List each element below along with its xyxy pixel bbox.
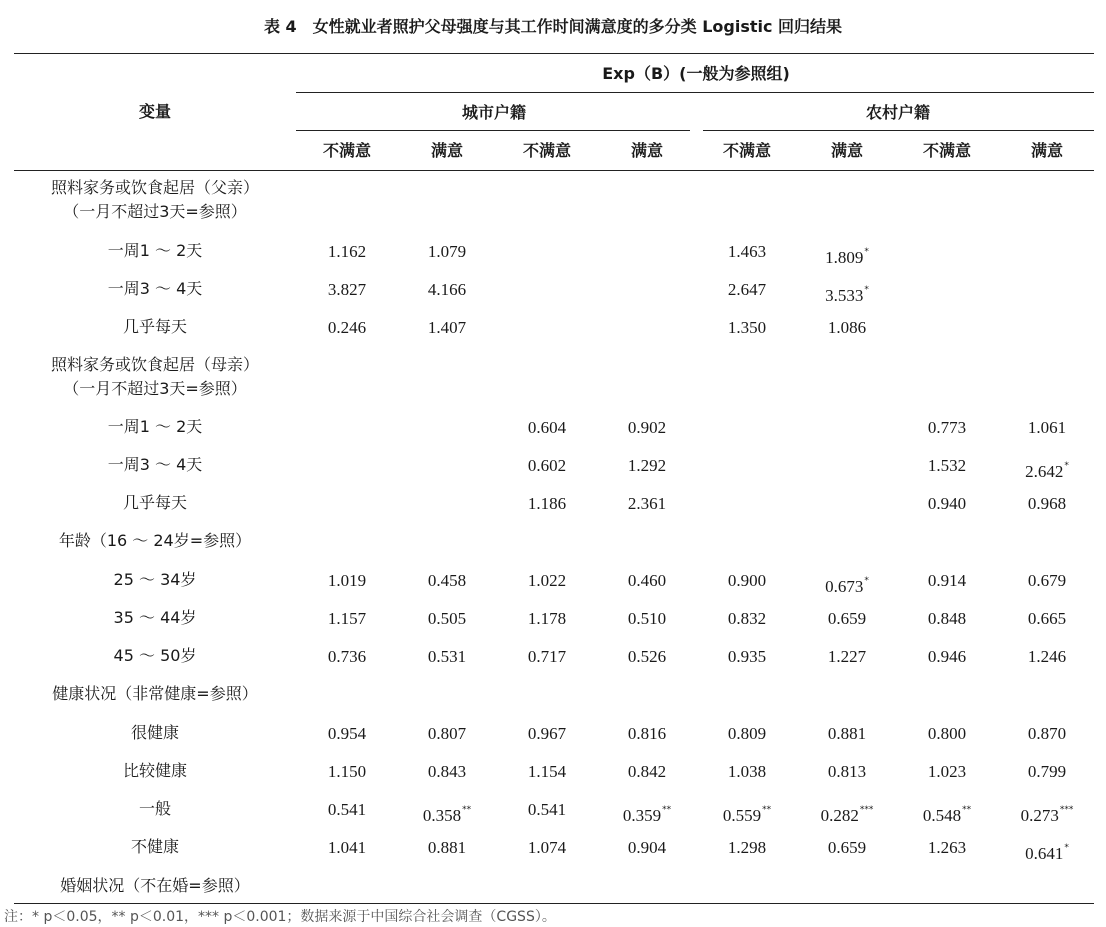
table-cell — [897, 456, 997, 476]
cell-value: 0.246 — [327, 318, 367, 337]
table-cell — [397, 647, 497, 667]
table-cell — [697, 280, 797, 300]
table-cell — [997, 609, 1097, 629]
cell-value: 1.154 — [527, 762, 567, 781]
row-label: 一周1 ～ 2天 — [107, 241, 203, 260]
cell-value: 0.881 — [427, 838, 467, 857]
table-cell — [297, 838, 397, 858]
group-label: 照料家务或饮食起居（父亲） — [50, 178, 259, 197]
cell-value: 0.717 — [527, 647, 567, 666]
table-cell — [497, 456, 597, 476]
table-cell — [797, 318, 897, 338]
group-label: （一月不超过3天=参照） — [63, 202, 247, 221]
cell-value: 0.531 — [427, 647, 467, 666]
cell-value: 0.510 — [627, 609, 667, 628]
significance-mark: * — [864, 576, 869, 586]
significance-mark: ** — [962, 805, 972, 815]
table-cell — [697, 571, 797, 591]
top-rule — [14, 53, 1094, 54]
table-cell — [497, 418, 597, 438]
table-cell — [297, 724, 397, 744]
cell-value: 1.246 — [1027, 647, 1067, 666]
table-cell — [597, 647, 697, 667]
cell-value: 4.166 — [427, 280, 467, 299]
cell-value: 0.548 — [922, 806, 962, 825]
table-cell — [597, 838, 697, 858]
cell-value: 0.807 — [427, 724, 467, 743]
cell-value: 1.186 — [527, 494, 567, 513]
table-cell — [897, 800, 997, 826]
table-cell — [397, 762, 497, 782]
row-label: 一周3 ～ 4天 — [107, 455, 203, 474]
row-label: 25 ～ 34岁 — [113, 570, 197, 589]
cell-value: 0.505 — [427, 609, 467, 628]
table-cell — [597, 418, 697, 438]
table-cell — [397, 571, 497, 591]
table-cell — [297, 762, 397, 782]
cell-value: 0.641 — [1025, 844, 1064, 863]
cell-value: 1.023 — [927, 762, 967, 781]
table-cell — [997, 456, 1097, 482]
cell-value: 1.041 — [327, 838, 367, 857]
cell-value: 0.773 — [927, 418, 967, 437]
table-cell — [497, 571, 597, 591]
column-header: 满意 — [430, 141, 463, 160]
exp-header: Exp（B）(一般为参照组) — [602, 64, 790, 83]
cell-value: 0.679 — [1027, 571, 1067, 590]
cell-value: 0.904 — [627, 838, 667, 857]
table-cell — [697, 318, 797, 338]
cell-value: 0.870 — [1027, 724, 1067, 743]
cell-value: 1.019 — [327, 571, 367, 590]
cell-value: 0.816 — [627, 724, 667, 743]
table-cell — [797, 242, 897, 268]
column-header: 不满意 — [322, 141, 371, 160]
cell-value: 0.848 — [927, 609, 967, 628]
cell-value: 3.533 — [825, 286, 864, 305]
table-cell — [797, 609, 897, 629]
cell-value: 0.602 — [527, 456, 567, 475]
cell-value: 3.827 — [327, 280, 367, 299]
table-cell — [897, 762, 997, 782]
footnote: 注：* p＜0.05，** p＜0.01，*** p＜0.001；数据来源于中国综合社会调查（CGSS）。 — [4, 909, 556, 925]
table-cell — [497, 838, 597, 858]
table-cell — [997, 800, 1097, 826]
cell-value: 2.647 — [727, 280, 767, 299]
cell-value: 2.642 — [1025, 462, 1064, 481]
column-header: 不满意 — [722, 141, 771, 160]
cell-value: 1.809 — [825, 248, 864, 267]
table-cell — [297, 609, 397, 629]
significance-mark: ** — [762, 805, 772, 815]
table-cell — [897, 647, 997, 667]
table-cell — [997, 571, 1097, 591]
cell-value: 0.902 — [627, 418, 667, 437]
cell-value: 0.940 — [927, 494, 967, 513]
cell-value: 1.463 — [727, 242, 767, 261]
table-cell — [897, 609, 997, 629]
urban-header: 城市户籍 — [461, 103, 526, 122]
cell-value: 0.659 — [827, 609, 867, 628]
cell-value: 1.350 — [727, 318, 767, 337]
significance-mark: ** — [462, 805, 472, 815]
cell-value: 0.273 — [1020, 806, 1059, 825]
table-cell — [397, 800, 497, 826]
table-cell — [597, 494, 697, 514]
group-label: 健康状况（非常健康=参照） — [52, 684, 258, 703]
table-cell — [497, 762, 597, 782]
variable-header: 变量 — [138, 102, 171, 121]
table-cell — [397, 724, 497, 744]
table-cell — [497, 494, 597, 514]
row-label: 一周1 ～ 2天 — [107, 417, 203, 436]
table-cell — [697, 647, 797, 667]
cell-value: 1.038 — [727, 762, 767, 781]
cell-value: 1.263 — [927, 838, 967, 857]
table-cell — [797, 647, 897, 667]
rural-underline — [703, 130, 1094, 131]
table-cell — [497, 609, 597, 629]
row-label: 几乎每天 — [122, 493, 187, 512]
table-cell — [997, 724, 1097, 744]
table-cell — [597, 724, 697, 744]
table-cell — [397, 609, 497, 629]
column-header: 满意 — [630, 141, 663, 160]
urban-underline — [296, 130, 690, 131]
cell-value: 1.292 — [627, 456, 667, 475]
table-cell — [897, 838, 997, 858]
row-label: 很健康 — [130, 723, 179, 742]
table-cell — [797, 571, 897, 597]
row-label: 一般 — [138, 799, 171, 818]
cell-value: 0.832 — [727, 609, 767, 628]
cell-value: 0.881 — [827, 724, 867, 743]
table-cell — [497, 724, 597, 744]
cell-value: 1.061 — [1027, 418, 1067, 437]
table-cell — [797, 280, 897, 306]
cell-value: 0.541 — [527, 800, 567, 819]
cell-value: 0.659 — [827, 838, 867, 857]
significance-mark: *** — [859, 805, 874, 815]
table-cell — [697, 242, 797, 262]
footnote-clip — [0, 907, 1106, 925]
significance-mark: * — [864, 247, 869, 257]
cell-value: 1.157 — [327, 609, 367, 628]
table-cell — [997, 838, 1097, 864]
cell-value: 0.559 — [722, 806, 762, 825]
cell-value: 0.813 — [827, 762, 867, 781]
cell-value: 0.526 — [627, 647, 667, 666]
table-cell — [697, 762, 797, 782]
table-caption: 表 4 女性就业者照护父母强度与其工作时间满意度的多分类 Logistic 回归结果 — [263, 17, 843, 36]
cell-value: 0.458 — [427, 571, 467, 590]
table-cell — [297, 318, 397, 338]
table-cell — [697, 724, 797, 744]
cell-value: 0.843 — [427, 762, 467, 781]
row-label: 比较健康 — [122, 761, 187, 780]
table-cell — [597, 571, 697, 591]
table-cell — [397, 242, 497, 262]
row-label: 几乎每天 — [122, 317, 187, 336]
table-cell — [297, 280, 397, 300]
cell-value: 0.809 — [727, 724, 767, 743]
table-cell — [597, 762, 697, 782]
table-cell — [597, 800, 697, 826]
table-cell — [297, 800, 397, 820]
cell-value: 1.150 — [327, 762, 367, 781]
cell-value: 0.914 — [927, 571, 967, 590]
significance-mark: ** — [662, 805, 672, 815]
table-cell — [697, 800, 797, 826]
cell-value: 0.935 — [727, 647, 767, 666]
cell-value: 0.842 — [627, 762, 667, 781]
cell-value: 0.604 — [527, 418, 567, 437]
table-cell — [297, 571, 397, 591]
cell-value: 1.407 — [427, 318, 467, 337]
column-header: 满意 — [830, 141, 863, 160]
significance-mark: *** — [1059, 805, 1074, 815]
cell-value: 1.079 — [427, 242, 467, 261]
table-cell — [997, 647, 1097, 667]
table-cell — [297, 647, 397, 667]
cell-value: 2.361 — [627, 494, 667, 513]
cell-value: 1.178 — [527, 609, 567, 628]
table-cell — [397, 318, 497, 338]
cell-value: 0.967 — [527, 724, 567, 743]
table-cell — [397, 838, 497, 858]
rural-header: 农村户籍 — [865, 103, 930, 122]
cell-value: 1.074 — [527, 838, 567, 857]
column-header: 不满意 — [922, 141, 971, 160]
table-cell — [497, 647, 597, 667]
group-label: 年龄（16 ～ 24岁=参照） — [58, 531, 252, 550]
cell-value: 1.227 — [827, 647, 867, 666]
table-cell — [997, 418, 1097, 438]
table-cell — [897, 571, 997, 591]
table-cell — [697, 609, 797, 629]
table-cell — [597, 609, 697, 629]
table-cell — [697, 838, 797, 858]
table-cell — [897, 494, 997, 514]
table-cell — [797, 800, 897, 826]
cell-value: 0.460 — [627, 571, 667, 590]
column-header: 满意 — [1030, 141, 1063, 160]
cell-value: 0.968 — [1027, 494, 1067, 513]
table-cell — [897, 418, 997, 438]
group-label: 婚姻状况（不在婚=参照） — [60, 876, 250, 895]
table-cell — [997, 494, 1097, 514]
table-cell — [797, 724, 897, 744]
significance-mark: * — [1064, 461, 1069, 471]
row-label: 不健康 — [130, 837, 179, 856]
column-header: 不满意 — [522, 141, 571, 160]
table-cell — [797, 762, 897, 782]
significance-mark: * — [864, 285, 869, 295]
cell-value: 0.900 — [727, 571, 767, 590]
table-cell — [297, 242, 397, 262]
cell-value: 1.532 — [927, 456, 967, 475]
bottom-rule — [14, 903, 1094, 904]
table-cell — [797, 838, 897, 858]
cell-value: 0.946 — [927, 647, 967, 666]
table-cell — [497, 800, 597, 820]
group-label: （一月不超过3天=参照） — [63, 379, 247, 398]
cell-value: 1.086 — [827, 318, 867, 337]
header-bottom-rule — [14, 170, 1094, 171]
table-cell — [597, 456, 697, 476]
table-cell — [397, 280, 497, 300]
row-label: 45 ～ 50岁 — [113, 646, 197, 665]
cell-value: 0.954 — [327, 724, 367, 743]
cell-value: 1.022 — [527, 571, 567, 590]
significance-mark: * — [1064, 843, 1069, 853]
cell-value: 0.673 — [825, 577, 864, 596]
table-cell — [897, 724, 997, 744]
table-cell — [997, 762, 1097, 782]
cell-value: 1.298 — [727, 838, 767, 857]
cell-value: 0.799 — [1027, 762, 1067, 781]
row-label: 一周3 ～ 4天 — [107, 279, 203, 298]
cell-value: 1.162 — [327, 242, 367, 261]
row-label: 35 ～ 44岁 — [113, 608, 197, 627]
cell-value: 0.800 — [927, 724, 967, 743]
cell-value: 0.358 — [422, 806, 462, 825]
exp-underline — [296, 92, 1094, 93]
cell-value: 0.282 — [820, 806, 859, 825]
group-label: 照料家务或饮食起居（母亲） — [50, 355, 259, 374]
cell-value: 0.359 — [622, 806, 662, 825]
cell-value: 0.541 — [327, 800, 367, 819]
cell-value: 0.665 — [1027, 609, 1067, 628]
cell-value: 0.736 — [327, 647, 367, 666]
